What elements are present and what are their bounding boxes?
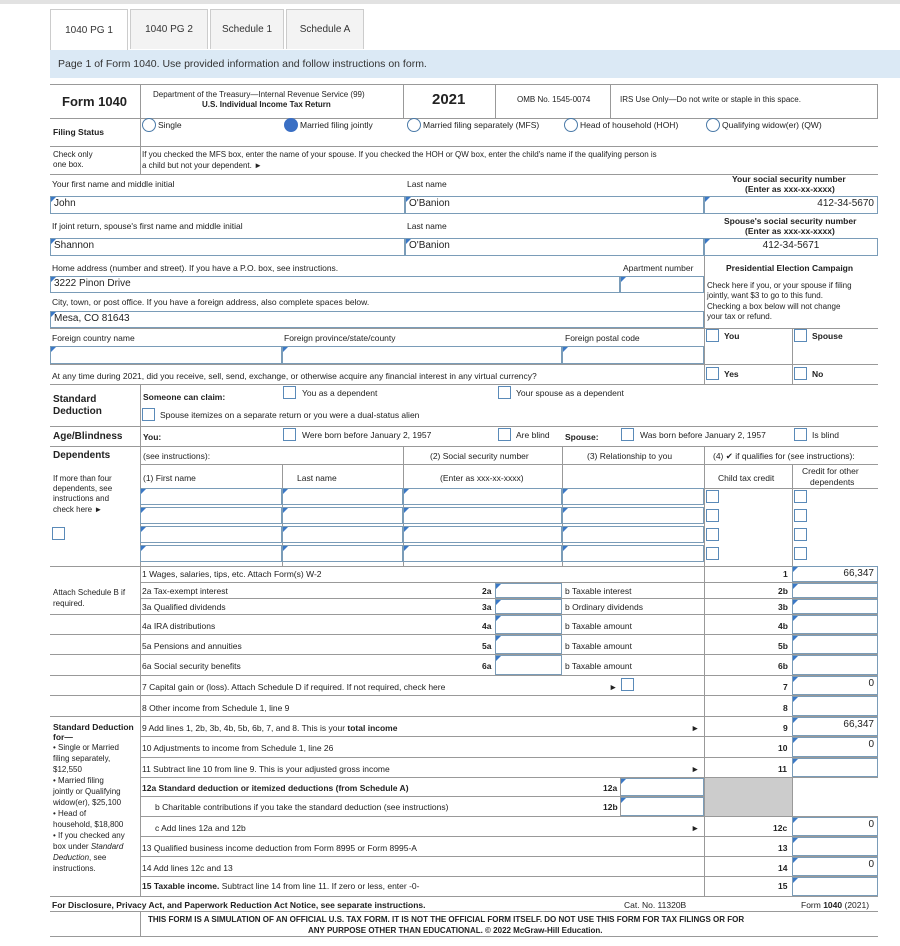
- radio-head-of-household[interactable]: [564, 118, 578, 132]
- pec-you-label: You: [724, 331, 740, 341]
- if-more-check-here-label: check here ►: [53, 505, 103, 514]
- tab-schedule-a[interactable]: Schedule A: [286, 9, 364, 49]
- dep4-ctc-checkbox[interactable]: [706, 547, 719, 560]
- line-14-input[interactable]: 0: [792, 857, 878, 876]
- line-1-number: 1: [783, 569, 788, 579]
- cat-number: Cat. No. 11320B: [624, 900, 687, 910]
- disclaimer-line-1: THIS FORM IS A SIMULATION OF AN OFFICIAL U.S. TAX FORM. IT IS NOT THE OFFICIAL FORM ITSELF. DO NOT USE THIS FORM FOR TAX FILINGS OR FOR: [148, 915, 745, 924]
- you-dependent-checkbox[interactable]: [283, 386, 296, 399]
- form-footer-label: [801, 900, 869, 910]
- line-5a-label: 5a Pensions and annuities: [142, 641, 242, 651]
- spouse-last-name-input[interactable]: O'Banion: [405, 238, 704, 256]
- line-2a-label: 2a Tax-exempt interest: [142, 586, 228, 596]
- dep-cod-label-2: dependents: [810, 477, 855, 487]
- line-7-number: 7: [783, 682, 788, 692]
- dep3-ssn-input[interactable]: [403, 526, 562, 543]
- pec-spouse-label: Spouse: [812, 331, 843, 341]
- foreign-province-input[interactable]: [282, 346, 562, 364]
- std-side-standard: Standard: [90, 842, 124, 851]
- line-3a-label: 3a Qualified dividends: [142, 602, 226, 612]
- ssn-label: Your social security number: [732, 174, 846, 184]
- age-you-label: You:: [143, 432, 162, 442]
- if-more-instructions-label: instructions and: [53, 494, 110, 503]
- dep-col-relationship-label: (3) Relationship to you: [587, 451, 673, 461]
- dept-label: Department of the Treasury—Internal Revenue Service (99): [153, 90, 365, 99]
- city-input[interactable]: Mesa, CO 81643: [50, 311, 704, 328]
- line-5b-label: b Taxable amount: [565, 641, 632, 651]
- attach-schedule-b-label: Attach Schedule B if: [53, 588, 126, 597]
- std-side-line-11: [53, 842, 123, 851]
- line-15-input[interactable]: [792, 877, 878, 896]
- foreign-postal-label: Foreign postal code: [565, 333, 640, 343]
- virtual-yes-label: Yes: [724, 369, 739, 379]
- form-name: Form 1040: [62, 94, 128, 109]
- line-15-taxable-income: 15 Taxable income.: [142, 881, 220, 891]
- line-11-input[interactable]: [792, 758, 878, 777]
- spouse-dependent-label: Your spouse as a dependent: [516, 388, 624, 398]
- radio-married-jointly[interactable]: [284, 118, 298, 132]
- age-spouse-label: Spouse:: [565, 432, 599, 442]
- apartment-input[interactable]: [620, 276, 704, 293]
- radio-married-jointly-label: Married filing jointly: [300, 120, 373, 130]
- line-12a-number: 12a: [603, 783, 618, 793]
- you-born-label: Were born before January 2, 1957: [302, 430, 432, 440]
- line-11-arrow: ►: [691, 764, 700, 774]
- spouse-blind-label: Is blind: [812, 430, 839, 440]
- line-2a-input[interactable]: [495, 583, 562, 598]
- dep-first-name-label: (1) First name: [143, 473, 196, 483]
- form-footer-number: 1040: [823, 900, 843, 910]
- spouse-ssn-label: Spouse's social security number: [724, 216, 857, 226]
- std-side-line-9: household, $18,800: [53, 820, 124, 829]
- form-subtitle: U.S. Individual Income Tax Return: [202, 100, 331, 109]
- line-14-number: 14: [778, 863, 788, 873]
- dep1-cod-checkbox[interactable]: [794, 490, 807, 503]
- dep2-cod-checkbox[interactable]: [794, 509, 807, 522]
- dep2-last-input[interactable]: [282, 507, 403, 524]
- radio-qualifying-widow[interactable]: [706, 118, 720, 132]
- line-13-number: 13: [778, 843, 788, 853]
- pec-text-3: Checking a box below will not change: [707, 302, 841, 311]
- line-2b-input[interactable]: [792, 583, 878, 598]
- line-3a-number: 3a: [482, 602, 492, 612]
- std-side-line-4: $12,550: [53, 765, 82, 774]
- spouse-born-checkbox[interactable]: [621, 428, 634, 441]
- line-12a-label: 12a Standard deduction or itemized deductions (from Schedule A): [142, 783, 409, 793]
- apartment-label: Apartment number: [623, 263, 694, 273]
- dep2-ssn-input[interactable]: [403, 507, 562, 524]
- line-6b-label: b Taxable amount: [565, 661, 632, 671]
- omb-number: OMB No. 1545-0074: [517, 95, 591, 104]
- line-12b-number: 12b: [603, 802, 618, 812]
- line-12a-input[interactable]: [620, 778, 704, 796]
- last-name-input[interactable]: O'Banion: [405, 196, 704, 214]
- line-13-input[interactable]: [792, 837, 878, 856]
- dep4-relationship-input[interactable]: [562, 545, 704, 562]
- dependents-label: Dependents: [53, 450, 111, 461]
- dep3-first-input[interactable]: [140, 526, 282, 543]
- pec-text-4: your tax or refund.: [707, 312, 772, 321]
- ssn-format-label: (Enter as xxx-xx-xxxx): [745, 184, 835, 194]
- line-12c-input[interactable]: 0: [792, 817, 878, 836]
- line-9-text: 9 Add lines 1, 2b, 3b, 4b, 5b, 6b, 7, and 8. This is your: [142, 723, 348, 733]
- foreign-province-label: Foreign province/state/county: [284, 333, 396, 343]
- spouse-dependent-checkbox[interactable]: [498, 386, 511, 399]
- std-side-line-10: • If you checked any: [53, 831, 125, 840]
- line-3b-number: 3b: [778, 602, 788, 612]
- more-dependents-checkbox[interactable]: [52, 527, 65, 540]
- line-6b-number: 6b: [778, 661, 788, 671]
- spouse-first-name-label: If joint return, spouse's first name and middle initial: [52, 221, 243, 231]
- std-side-line-3: filing separately,: [53, 754, 111, 763]
- last-name-label: Last name: [407, 179, 447, 189]
- line-4b-input[interactable]: [792, 615, 878, 634]
- std-side-box-under: box under: [53, 842, 91, 851]
- line-12b-label: b Charitable contributions if you take the standard deduction (see instructions): [155, 802, 449, 812]
- tab-1040-pg1[interactable]: 1040 PG 1: [50, 9, 128, 50]
- form-footer-prefix: Form: [801, 900, 824, 910]
- line-8-label: 8 Other income from Schedule 1, line 9: [142, 703, 290, 713]
- line-9-arrow: ►: [691, 723, 700, 733]
- line-14-label: 14 Add lines 12c and 13: [142, 863, 233, 873]
- line-12c-arrow: ►: [691, 823, 700, 833]
- if-more-dependents-label: dependents, see: [53, 484, 113, 493]
- line-1-label: 1 Wages, salaries, tips, etc. Attach Form(s) W-2: [142, 569, 322, 579]
- pec-title: Presidential Election Campaign: [726, 263, 854, 273]
- dep1-last-input[interactable]: [282, 488, 403, 505]
- line-12b-input[interactable]: [620, 797, 704, 816]
- line-10-label: 10 Adjustments to income from Schedule 1, line 26: [142, 743, 334, 753]
- line-5b-input[interactable]: [792, 635, 878, 654]
- you-born-checkbox[interactable]: [283, 428, 296, 441]
- dep-ssn-format-label: (Enter as xxx-xx-xxxx): [440, 473, 524, 483]
- mfs-note: If you checked the MFS box, enter the name of your spouse. If you checked the HOH or QW box, enter the child's name if the qualifying person is: [142, 150, 657, 159]
- dep4-cod-checkbox[interactable]: [794, 547, 807, 560]
- spouse-ssn-format-label: (Enter as xxx-xx-xxxx): [745, 226, 835, 236]
- line-15-number: 15: [778, 881, 788, 891]
- dep3-ctc-checkbox[interactable]: [706, 528, 719, 541]
- std-side-line-6: jointly or Qualifying: [53, 787, 121, 796]
- line-5b-number: 5b: [778, 641, 788, 651]
- dep-last-name-label: Last name: [297, 473, 337, 483]
- dependents-see-label: (see instructions):: [143, 451, 211, 461]
- home-address-label: Home address (number and street). If you have a P.O. box, see instructions.: [52, 263, 339, 273]
- line-7-checkbox[interactable]: [621, 678, 634, 691]
- line-6a-input[interactable]: [495, 655, 562, 675]
- std-side-line-5: • Married filing: [53, 776, 104, 785]
- spouse-born-label: Was born before January 2, 1957: [640, 430, 766, 440]
- spouse-ssn-input[interactable]: 412-34-5671: [704, 238, 878, 256]
- foreign-country-input[interactable]: [50, 346, 282, 364]
- ssn-input[interactable]: 412-34-5670: [704, 196, 878, 214]
- dep1-ctc-checkbox[interactable]: [706, 490, 719, 503]
- dep-cod-label-1: Credit for other: [802, 466, 859, 476]
- dep3-relationship-input[interactable]: [562, 526, 704, 543]
- std-side-line-8: • Head of: [53, 809, 87, 818]
- virtual-no-label: No: [812, 369, 824, 379]
- check-only-label: Check only: [53, 150, 93, 159]
- home-address-input[interactable]: 3222 Pinon Drive: [50, 276, 620, 293]
- line-15-text: Subtract line 14 from line 11. If zero or less, enter -0-: [219, 881, 420, 891]
- virtual-yes-checkbox[interactable]: [706, 367, 719, 380]
- line-6b-input[interactable]: [792, 655, 878, 675]
- top-bar: [0, 0, 900, 4]
- line-3b-input[interactable]: [792, 599, 878, 614]
- line-8-input[interactable]: [792, 696, 878, 716]
- line-1-input[interactable]: 66,347: [792, 566, 878, 582]
- first-name-input[interactable]: John: [50, 196, 405, 214]
- mfs-note-2: a child but not your dependent. ►: [142, 161, 262, 170]
- line-2b-label: b Taxable interest: [565, 586, 632, 596]
- dep-col-qualifies-label: (4) ✔ if qualifies for (see instructions):: [713, 451, 855, 461]
- virtual-currency-question: At any time during 2021, did you receive, sell, send, exchange, or otherwise acquire any financial interest in any virtual currency?: [52, 371, 537, 381]
- first-name-label: Your first name and middle initial: [52, 179, 175, 189]
- line-12c-label: c Add lines 12a and 12b: [155, 823, 246, 833]
- std-side-line-13: instructions.: [53, 864, 96, 873]
- line-4b-label: b Taxable amount: [565, 621, 632, 631]
- dep-col-ssn-label: (2) Social security number: [430, 451, 529, 461]
- tab-1040-pg2[interactable]: 1040 PG 2: [130, 9, 208, 49]
- city-label: City, town, or post office. If you have a foreign address, also complete spaces below.: [52, 297, 370, 307]
- line-11-label: 11 Subtract line 10 from line 9. This is your adjusted gross income: [142, 764, 390, 774]
- std-side-title: Standard Deduction: [53, 722, 134, 732]
- pec-you-checkbox[interactable]: [706, 329, 719, 342]
- line-4a-input[interactable]: [495, 615, 562, 634]
- spouse-first-name-input[interactable]: Shannon: [50, 238, 405, 256]
- pec-text-2: jointly, want $3 to go to this fund.: [707, 291, 823, 300]
- dep1-first-input[interactable]: [140, 488, 282, 505]
- dep4-ssn-input[interactable]: [403, 545, 562, 562]
- disclaimer-line-2: ANY PURPOSE OTHER THAN EDUCATIONAL. © 2022 McGraw-Hill Education.: [308, 926, 603, 935]
- line-7-label: 7 Capital gain or (loss). Attach Schedule D if required. If not required, check here: [142, 682, 446, 692]
- tax-year: 2021: [432, 91, 466, 108]
- line-13-label: 13 Qualified business income deduction from Form 8995 or Form 8995-A: [142, 843, 417, 853]
- attach-required-label: required.: [53, 599, 85, 608]
- spouse-itemizes-label: Spouse itemizes on a separate return or you were a dual-status alien: [160, 410, 420, 420]
- age-blindness-label: Age/Blindness: [53, 431, 123, 442]
- line-3a-input[interactable]: [495, 599, 562, 614]
- dep1-ssn-input[interactable]: [403, 488, 562, 505]
- line-4a-label: 4a IRA distributions: [142, 621, 216, 631]
- privacy-notice: For Disclosure, Privacy Act, and Paperwork Reduction Act Notice, see separate instructions.: [52, 900, 426, 910]
- dep2-ctc-checkbox[interactable]: [706, 509, 719, 522]
- pec-spouse-checkbox[interactable]: [794, 329, 807, 342]
- line-12-gray-area: [705, 778, 792, 816]
- you-blind-checkbox[interactable]: [498, 428, 511, 441]
- line-8-number: 8: [783, 703, 788, 713]
- dep3-cod-checkbox[interactable]: [794, 528, 807, 541]
- spouse-itemizes-checkbox[interactable]: [142, 408, 155, 421]
- irs-use-only: IRS Use Only—Do not write or staple in this space.: [620, 95, 801, 104]
- line-6a-number: 6a: [482, 661, 492, 671]
- radio-married-separately[interactable]: [407, 118, 421, 132]
- line-2a-number: 2a: [482, 586, 492, 596]
- line-3b-label: b Ordinary dividends: [565, 602, 643, 612]
- std-deduction-label-2: Deduction: [53, 406, 102, 417]
- form-footer-year: (2021): [842, 900, 870, 910]
- line-10-number: 10: [778, 743, 788, 753]
- line-7-input[interactable]: 0: [792, 676, 878, 695]
- dep2-first-input[interactable]: [140, 507, 282, 524]
- line-9-number: 9: [783, 723, 788, 733]
- dep2-relationship-input[interactable]: [562, 507, 704, 524]
- if-more-than-four-label: If more than four: [53, 474, 112, 483]
- you-blind-label: Are blind: [516, 430, 550, 440]
- std-side-line-7: widow(er), $25,100: [53, 798, 122, 807]
- line-6a-label: 6a Social security benefits: [142, 661, 241, 671]
- instruction-banner: Page 1 of Form 1040. Use provided information and follow instructions on form.: [50, 50, 900, 78]
- radio-married-separately-label: Married filing separately (MFS): [423, 120, 540, 130]
- virtual-no-checkbox[interactable]: [794, 367, 807, 380]
- dep4-first-input[interactable]: [140, 545, 282, 562]
- line-5a-input[interactable]: [495, 635, 562, 654]
- radio-single[interactable]: [142, 118, 156, 132]
- foreign-postal-input[interactable]: [562, 346, 704, 364]
- pec-text-1: Check here if you, or your spouse if filing: [707, 281, 852, 290]
- line-12c-number: 12c: [773, 823, 788, 833]
- someone-can-claim-label: Someone can claim:: [143, 392, 226, 402]
- std-side-line-2: • Single or Married: [53, 743, 119, 752]
- line-9-label: [142, 723, 397, 733]
- line-15-label: [142, 881, 419, 891]
- tab-schedule-1[interactable]: Schedule 1: [210, 9, 284, 49]
- spouse-last-name-label: Last name: [407, 221, 447, 231]
- dep3-last-input[interactable]: [282, 526, 403, 543]
- line-5a-number: 5a: [482, 641, 492, 651]
- std-side-see: , see: [89, 853, 107, 862]
- dep4-last-input[interactable]: [282, 545, 403, 562]
- line-9-total-income: total income: [347, 723, 398, 733]
- one-box-label: one box.: [53, 160, 84, 169]
- line-2b-number: 2b: [778, 586, 788, 596]
- line-11-number: 11: [778, 764, 787, 774]
- line-9-input[interactable]: 66,347: [792, 717, 878, 736]
- line-7-arrow: ►: [609, 682, 618, 692]
- spouse-blind-checkbox[interactable]: [794, 428, 807, 441]
- std-side-deduction: Deduction: [53, 853, 90, 862]
- radio-single-label: Single: [158, 120, 182, 130]
- std-side-for: for—: [53, 732, 73, 742]
- std-deduction-label-1: Standard: [53, 394, 97, 405]
- you-dependent-label: You as a dependent: [302, 388, 378, 398]
- dep-ctc-label: Child tax credit: [718, 473, 775, 483]
- line-10-input[interactable]: 0: [792, 737, 878, 757]
- radio-head-of-household-label: Head of household (HOH): [580, 120, 679, 130]
- radio-qualifying-widow-label: Qualifying widow(er) (QW): [722, 120, 822, 130]
- foreign-country-label: Foreign country name: [52, 333, 135, 343]
- dep1-relationship-input[interactable]: [562, 488, 704, 505]
- line-4a-number: 4a: [482, 621, 492, 631]
- line-4b-number: 4b: [778, 621, 788, 631]
- std-side-line-12: [53, 853, 106, 862]
- filing-status-label: Filing Status: [53, 127, 104, 137]
